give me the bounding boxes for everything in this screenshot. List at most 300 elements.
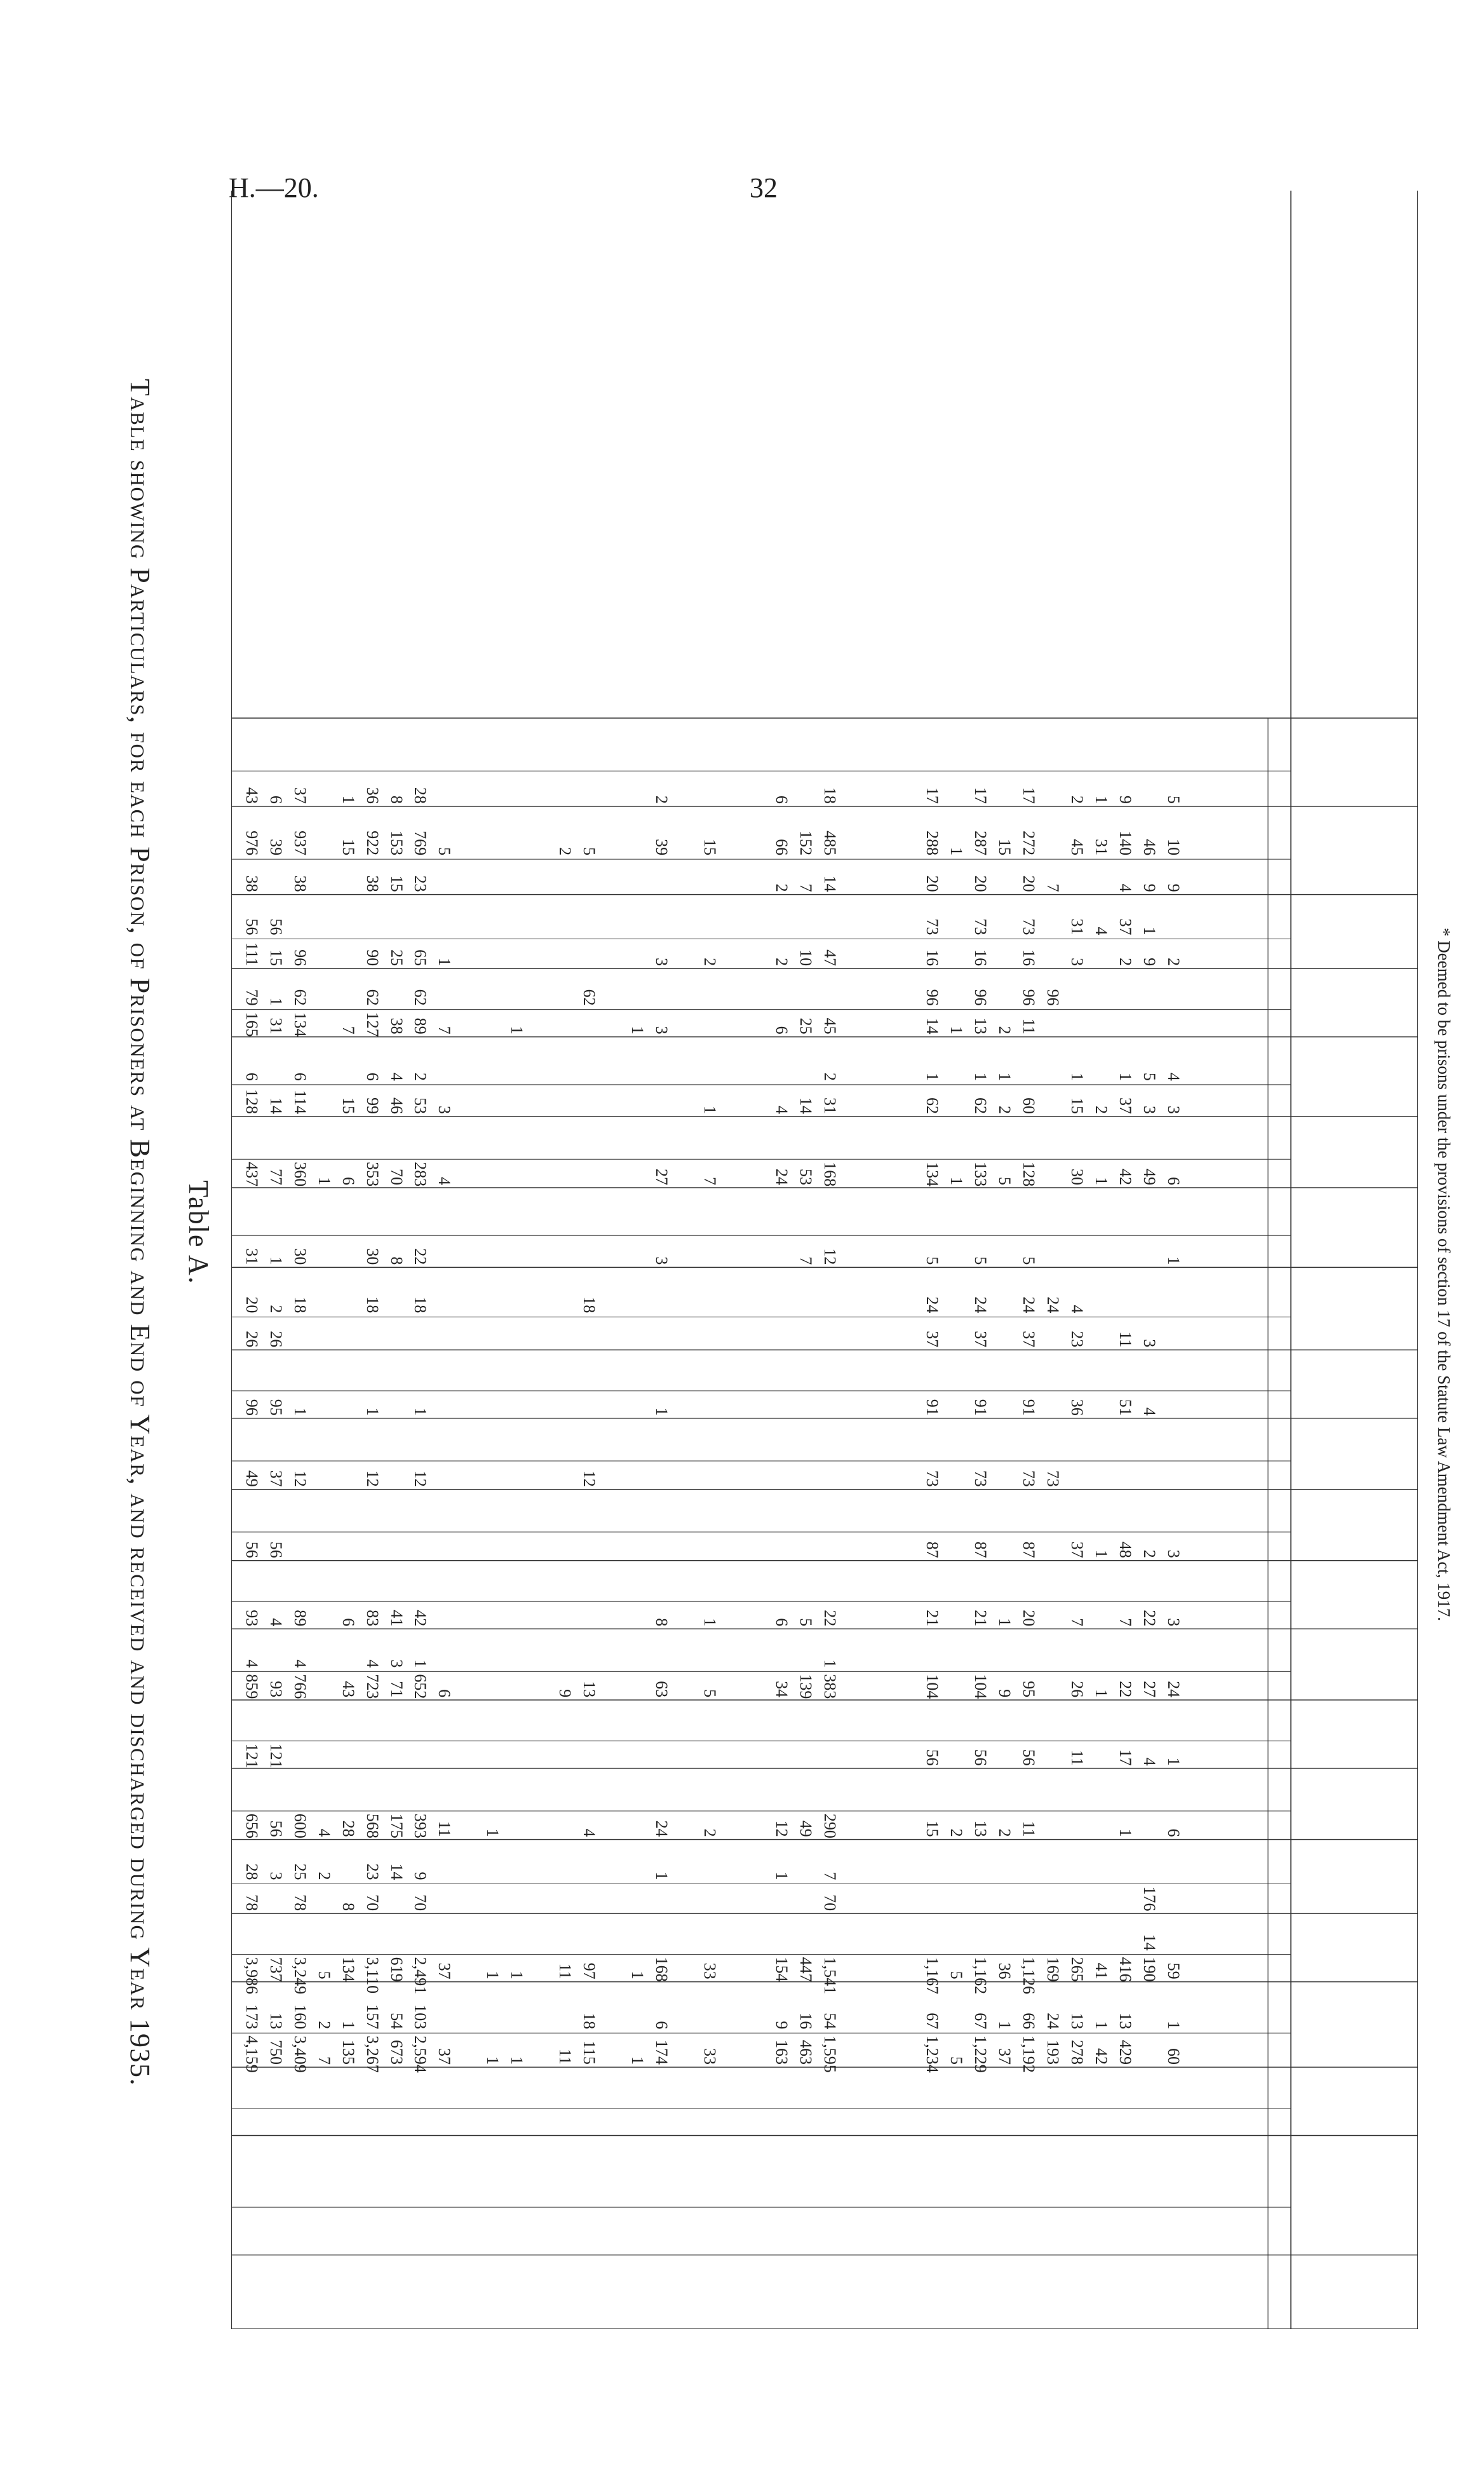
male-count: 14 [387, 1863, 406, 1880]
male-count: 1 [971, 1072, 990, 1081]
female-count: 90 [363, 949, 382, 967]
female-count: 2 [1068, 795, 1087, 804]
female-count: 96 [242, 1399, 261, 1416]
female-count: 163 [772, 2039, 792, 2065]
female-count: 11 [1020, 1018, 1039, 1035]
male-count: 1 [1164, 2021, 1183, 2030]
male-count: 976 [242, 831, 261, 856]
female-count: 2 [995, 1026, 1015, 1035]
female-count: 22 [411, 1248, 430, 1265]
female-count: 11 [435, 1821, 454, 1837]
female-count: 4 [314, 1828, 334, 1837]
female-count: 600 [290, 1813, 309, 1838]
female-count: 27 [1140, 1681, 1159, 1698]
female-count: 12 [290, 1470, 309, 1487]
female-count: 91 [923, 1399, 942, 1416]
male-count: 46 [1140, 839, 1159, 856]
female-count: 1 [628, 1971, 647, 1979]
female-count: 9 [1116, 795, 1135, 804]
female-count: 4,159 [242, 2035, 261, 2073]
female-count: 127 [363, 1012, 382, 1037]
male-count: 1 [652, 1871, 671, 1880]
male-count: 54 [387, 2013, 406, 2030]
female-count: 30 [290, 1248, 309, 1265]
male-count: 96 [971, 989, 990, 1006]
male-count: 937 [290, 831, 309, 856]
female-count: 1 [1164, 1256, 1183, 1265]
female-count: 6 [1164, 1828, 1183, 1837]
female-count: 1 [628, 2056, 647, 2065]
female-count: 9 [1140, 958, 1159, 967]
female-count: 168 [652, 1957, 671, 1982]
female-count: 1 [483, 2056, 503, 2065]
female-count: 28 [411, 787, 430, 804]
female-count: 673 [387, 2039, 406, 2065]
female-count: 723 [363, 1674, 382, 1699]
female-count: 42 [1116, 1168, 1135, 1185]
female-count: 128 [1020, 1162, 1039, 1187]
female-count: 73 [1020, 1470, 1039, 1487]
female-count: 34 [772, 1681, 792, 1698]
female-count: 7 [339, 1026, 358, 1035]
female-count: 18 [821, 787, 840, 804]
female-count: 37 [971, 1331, 990, 1348]
female-count: 13 [971, 1017, 990, 1035]
male-count: 4 [1068, 1305, 1087, 1314]
female-count: 28 [339, 1820, 358, 1837]
female-count: 3 [435, 1106, 454, 1115]
female-count: 22 [1140, 1610, 1159, 1627]
female-count: 56 [242, 1541, 261, 1558]
female-count: 463 [797, 2039, 816, 2065]
male-count: 13 [1068, 2013, 1087, 2030]
male-count: 1 [821, 1659, 840, 1668]
female-count: 265 [1068, 1957, 1087, 1982]
female-count: 1 [947, 1026, 966, 1035]
female-count: 5 [923, 1256, 942, 1265]
female-count: 1 [314, 1176, 334, 1185]
male-count: 173 [242, 2004, 261, 2030]
female-count: 6 [1164, 1176, 1183, 1185]
female-count: 59 [1164, 1962, 1183, 1979]
male-count: 39 [652, 839, 671, 856]
female-count: 1 [483, 1971, 503, 1979]
female-count: 7 [1044, 883, 1063, 892]
male-count: 62 [411, 989, 430, 1006]
female-count: 2 [1116, 958, 1135, 967]
female-count: 17 [923, 787, 942, 804]
female-count: 49 [242, 1470, 261, 1487]
female-count: 73 [923, 1470, 942, 1487]
female-count: 1,541 [821, 1957, 840, 1995]
data-table [231, 191, 1418, 2329]
male-count: 2 [821, 1072, 840, 1081]
female-count: 5 [700, 1689, 719, 1698]
female-count: 290 [821, 1813, 840, 1838]
female-count: 53 [411, 1097, 430, 1115]
female-count: 175 [387, 1813, 406, 1838]
female-count: 36 [1068, 1399, 1087, 1416]
female-count: 24 [1164, 1681, 1183, 1698]
female-count: 3 [1164, 1549, 1183, 1558]
female-count: 37 [435, 2047, 454, 2065]
female-count: 1 [290, 1407, 309, 1416]
male-count: 13 [1116, 2013, 1135, 2030]
female-count: 15 [266, 949, 285, 967]
female-count: 27 [652, 1168, 671, 1185]
male-count: 3 [266, 1871, 285, 1880]
female-count: 36 [995, 1962, 1015, 1979]
female-count: 139 [797, 1674, 816, 1699]
female-count: 56 [266, 1820, 285, 1837]
female-count: 1 [947, 1176, 966, 1185]
male-count: 67 [923, 2013, 942, 2030]
female-count: 37 [995, 2047, 1015, 2065]
female-count: 4 [772, 1106, 792, 1115]
female-count: 23 [1068, 1331, 1087, 1348]
female-count: 1 [700, 1106, 719, 1115]
female-count: 37 [1068, 1541, 1087, 1558]
female-count: 95 [266, 1399, 285, 1416]
female-count: 33 [700, 1962, 719, 1979]
female-count: 1,162 [971, 1957, 990, 1995]
female-count: 15 [923, 1820, 942, 1837]
female-count: 13 [971, 1820, 990, 1837]
female-count: 17 [971, 787, 990, 804]
male-count: 18 [363, 1296, 382, 1314]
female-count: 37 [1116, 1097, 1135, 1115]
female-count: 1,192 [1020, 2035, 1039, 2073]
female-count: 91 [971, 1399, 990, 1416]
male-count: 4 [242, 1659, 261, 1668]
female-count: 176 [1140, 1886, 1159, 1912]
male-count: 4 [290, 1659, 309, 1668]
female-count: 4 [579, 1828, 598, 1837]
female-count: 21 [923, 1610, 942, 1627]
female-count: 87 [1020, 1541, 1039, 1558]
male-count: 14 [1140, 1934, 1159, 1951]
female-count: 26 [1068, 1681, 1087, 1698]
male-count: 1 [266, 997, 285, 1006]
male-count: 1 [411, 1659, 430, 1668]
male-count: 153 [387, 831, 406, 856]
female-count: 12 [411, 1470, 430, 1487]
female-count: 1,595 [821, 2035, 840, 2073]
female-count: 70 [387, 1168, 406, 1185]
female-count: 30 [363, 1248, 382, 1265]
female-count: 56 [971, 1749, 990, 1766]
female-count: 38 [363, 875, 382, 892]
female-count: 3 [1164, 1106, 1183, 1115]
female-count: 25 [387, 949, 406, 967]
female-count: 1,234 [923, 2035, 942, 2073]
female-count: 1 [483, 1828, 503, 1837]
male-count: 18 [411, 1296, 430, 1314]
female-count: 41 [387, 1610, 406, 1627]
male-count: 157 [363, 2004, 382, 2030]
female-count: 174 [652, 2039, 671, 2065]
female-count: 2 [652, 795, 671, 804]
female-count: 14 [266, 1097, 285, 1115]
female-count: 619 [387, 1957, 406, 1982]
male-count: 73 [971, 918, 990, 935]
female-count: 6 [339, 1176, 358, 1185]
female-count: 49 [1140, 1168, 1159, 1185]
female-count: 43 [242, 787, 261, 804]
female-count: 656 [242, 1813, 261, 1838]
male-count: 4 [387, 1072, 406, 1081]
male-count: 769 [411, 831, 430, 856]
male-count: 1 [339, 2021, 358, 2030]
female-count: 2 [700, 958, 719, 967]
female-count: 447 [797, 1957, 816, 1982]
female-count: 93 [242, 1610, 261, 1627]
female-count: 2 [772, 958, 792, 967]
female-count: 41 [1091, 1962, 1110, 1979]
male-count: 6 [363, 1072, 382, 1081]
female-count: 70 [411, 1894, 430, 1912]
female-count: 60 [1020, 1097, 1039, 1115]
female-count: 63 [652, 1681, 671, 1698]
female-count: 15 [339, 1097, 358, 1115]
female-count: 24 [772, 1168, 792, 1185]
table-title: Table A. [183, 1180, 214, 1285]
female-count: 1 [411, 1407, 430, 1416]
female-count: 1 [435, 958, 454, 967]
female-count: 6 [266, 795, 285, 804]
male-count: 103 [411, 2004, 430, 2030]
female-count: 78 [242, 1894, 261, 1912]
male-count: 9 [772, 2021, 792, 2030]
male-count: 1 [947, 847, 966, 856]
female-count: 121 [266, 1743, 285, 1769]
female-count: 9 [995, 1689, 1015, 1698]
female-count: 6 [339, 1618, 358, 1627]
male-count: 13 [266, 2013, 285, 2030]
female-count: 3,267 [363, 2035, 382, 2073]
female-count: 1 [700, 1618, 719, 1627]
male-count: 922 [363, 831, 382, 856]
female-count: 31 [242, 1248, 261, 1265]
male-count: 10 [1164, 839, 1183, 856]
female-count: 5 [995, 1176, 1015, 1185]
female-count: 8 [387, 795, 406, 804]
male-count: 54 [821, 2013, 840, 2030]
female-count: 2 [995, 1828, 1015, 1837]
female-count: 190 [1140, 1957, 1159, 1982]
male-count: 31 [1068, 918, 1087, 935]
male-count: 56 [266, 918, 285, 935]
female-count: 278 [1068, 2039, 1087, 2065]
male-count: 62 [363, 989, 382, 1006]
female-count: 3 [1140, 1106, 1159, 1115]
female-count: 104 [923, 1674, 942, 1699]
female-count: 12 [579, 1470, 598, 1487]
female-count: 7 [797, 883, 816, 892]
female-count: 1 [266, 1256, 285, 1265]
female-count: 20 [923, 875, 942, 892]
male-count: 24 [1020, 1296, 1039, 1314]
female-count: 3,110 [363, 1957, 382, 1994]
female-count: 2 [947, 1828, 966, 1837]
female-count: 134 [339, 1957, 358, 1982]
female-count: 23 [411, 875, 430, 892]
female-count: 1 [1116, 1828, 1135, 1837]
female-count: 2 [1091, 1106, 1110, 1115]
female-count: 83 [363, 1610, 382, 1627]
female-count: 31 [266, 1017, 285, 1035]
female-count: 42 [411, 1610, 430, 1627]
table-caption: Table showing Particulars, for each Prison, of Prisoners at Beginning and End of Year, and received and discharged during Year 1935. [125, 379, 156, 2086]
female-count: 16 [971, 949, 990, 967]
female-count: 135 [339, 2039, 358, 2065]
female-count: 42 [1091, 2047, 1110, 2065]
female-count: 70 [363, 1894, 382, 1912]
female-count: 5 [797, 1618, 816, 1627]
female-count: 1 [1091, 1689, 1110, 1698]
male-count: 160 [290, 2004, 309, 2030]
female-count: 7 [700, 1176, 719, 1185]
female-count: 24 [652, 1820, 671, 1837]
male-count: 6 [290, 1072, 309, 1081]
male-count: 3 [387, 1659, 406, 1668]
female-count: 7 [435, 1026, 454, 1035]
female-count: 7 [314, 2056, 334, 2065]
female-count: 1 [995, 1618, 1015, 1627]
female-count: 750 [266, 2039, 285, 2065]
female-count: 393 [411, 1813, 430, 1838]
female-count: 73 [1044, 1470, 1063, 1487]
female-count: 3,249 [290, 1957, 309, 1995]
female-count: 134 [290, 1012, 309, 1037]
female-count: 87 [923, 1541, 942, 1558]
male-count: 6 [242, 1072, 261, 1081]
female-count: 154 [772, 1957, 792, 1982]
page-reference: H.—20. [229, 172, 319, 203]
female-count: 17 [1116, 1749, 1135, 1766]
female-count: 89 [290, 1610, 309, 1627]
female-count: 429 [1116, 2039, 1135, 2065]
female-count: 111 [242, 942, 261, 967]
male-count: 24 [1044, 1296, 1063, 1314]
female-count: 4 [266, 1618, 285, 1627]
female-count: 5 [947, 2056, 966, 2065]
female-count: 30 [1068, 1168, 1087, 1185]
male-count: 18 [579, 2013, 598, 2030]
male-count: 1 [995, 2021, 1015, 2030]
female-count: 437 [242, 1162, 261, 1187]
female-count: 43 [339, 1681, 358, 1698]
female-count: 3 [1140, 1339, 1159, 1348]
female-count: 70 [821, 1894, 840, 1912]
male-count: 96 [1044, 989, 1063, 1006]
female-count: 78 [290, 1894, 309, 1912]
female-count: 38 [387, 1017, 406, 1035]
female-count: 87 [971, 1541, 990, 1558]
female-count: 5 [314, 1971, 334, 1979]
male-count: 288 [923, 831, 942, 856]
female-count: 1,229 [971, 2035, 990, 2073]
female-count: 95 [1020, 1681, 1039, 1698]
footnote: * Deemed to be prisons under the provisions of section 17 of the Statute Law Amendment Act, 1917. [1434, 928, 1454, 1622]
female-count: 77 [266, 1168, 285, 1185]
female-count: 4 [435, 1176, 454, 1185]
male-count: 73 [923, 918, 942, 935]
female-count: 22 [821, 1610, 840, 1627]
male-count: 7 [821, 1871, 840, 1880]
female-count: 26 [242, 1331, 261, 1348]
female-count: 169 [1044, 1957, 1063, 1982]
female-count: 3,986 [242, 1957, 261, 1995]
female-count: 3 [1164, 1618, 1183, 1627]
male-count: 1 [1140, 927, 1159, 935]
female-count: 62 [923, 1097, 942, 1115]
female-count: 60 [1164, 2047, 1183, 2065]
male-count: 1 [1116, 1072, 1135, 1081]
female-count: 3 [1068, 958, 1087, 967]
female-count: 36 [363, 787, 382, 804]
female-count: 7 [797, 1256, 816, 1265]
female-count: 6 [772, 795, 792, 804]
female-count: 96 [290, 949, 309, 967]
female-count: 652 [411, 1674, 430, 1699]
male-count: 66 [1020, 2013, 1039, 2030]
male-count: 28 [242, 1863, 261, 1880]
male-count: 152 [797, 831, 816, 856]
female-count: 71 [387, 1681, 406, 1698]
female-count: 383 [821, 1674, 840, 1699]
female-count: 65 [411, 949, 430, 967]
female-count: 56 [266, 1541, 285, 1558]
female-count: 1 [628, 1026, 647, 1035]
female-count: 25 [797, 1017, 816, 1035]
female-count: 38 [242, 875, 261, 892]
female-count: 47 [821, 949, 840, 967]
female-count: 12 [772, 1820, 792, 1837]
female-count: 37 [1020, 1331, 1039, 1348]
female-count: 2 [700, 1828, 719, 1837]
female-count: 104 [971, 1674, 990, 1699]
female-count: 5 [947, 1971, 966, 1979]
female-count: 12 [363, 1470, 382, 1487]
female-count: 49 [797, 1820, 816, 1837]
female-count: 7 [1116, 1618, 1135, 1627]
female-count: 568 [363, 1813, 382, 1838]
female-count: 51 [1116, 1399, 1135, 1416]
female-count: 766 [290, 1674, 309, 1699]
female-count: 1 [508, 1971, 527, 1979]
male-count: 18 [579, 1296, 598, 1314]
male-count: 5 [435, 847, 454, 856]
male-count: 5 [1140, 1072, 1159, 1081]
female-count: 46 [387, 1097, 406, 1115]
male-count: 9 [411, 1871, 430, 1880]
female-count: 1 [1091, 1549, 1110, 1558]
female-count: 114 [290, 1089, 309, 1115]
male-count: 1 [995, 1072, 1015, 1081]
male-count: 62 [579, 989, 598, 1006]
male-count: 31 [1091, 839, 1110, 856]
male-count: 5 [579, 847, 598, 856]
page-number: 32 [750, 172, 778, 203]
female-count: 1,167 [923, 1957, 942, 1995]
male-count: 1 [1091, 2021, 1110, 2030]
female-count: 10 [797, 949, 816, 967]
female-count: 1 [1091, 1176, 1110, 1185]
female-count: 168 [821, 1162, 840, 1187]
female-count: 360 [290, 1162, 309, 1187]
female-count: 5 [1020, 1256, 1039, 1265]
